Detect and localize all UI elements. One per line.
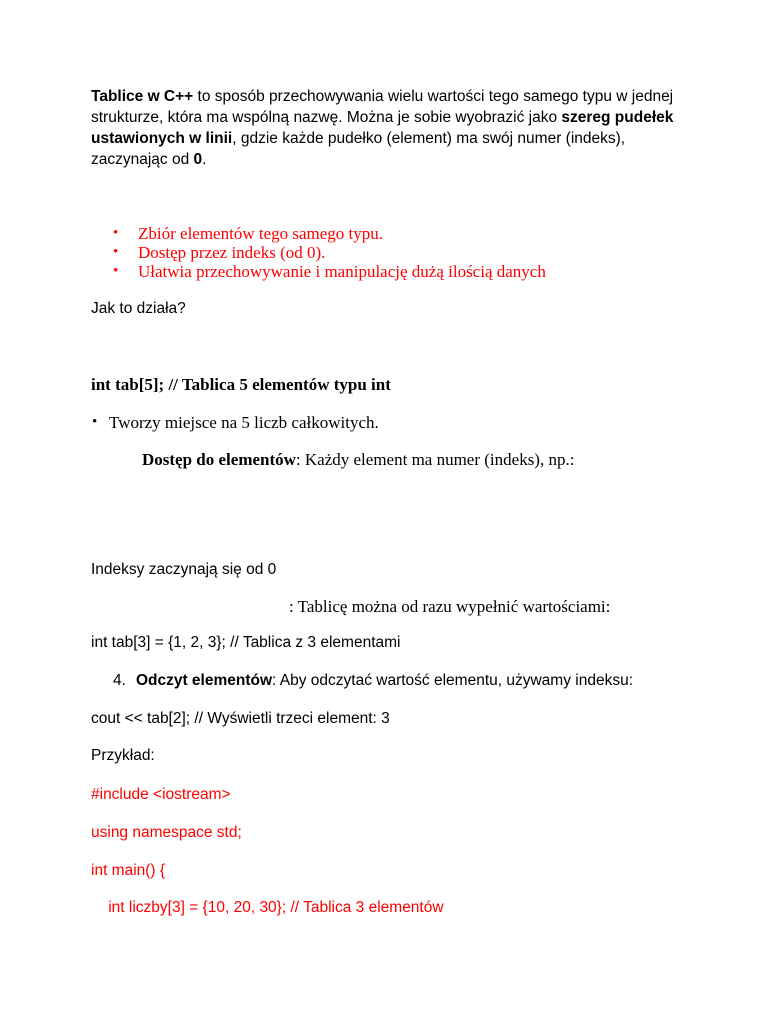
read-code: cout << tab[2]; // Wyświetli trzeci element: 3	[91, 710, 390, 727]
intro-text-3: .	[202, 151, 207, 168]
feature-list	[113, 224, 546, 281]
intro-paragraph	[91, 86, 691, 170]
intro-bold-metaphor: szereg pudełek ustawionych w linii	[91, 109, 674, 147]
access-text: : Każdy element ma numer (indeks), np.:	[295, 450, 575, 469]
intro-bold-zero: 0	[193, 151, 203, 168]
feature-item: • Ułatwia przechowywanie i manipulację dużą ilością danych	[113, 262, 546, 281]
index-note: Indeksy zaczynają się od 0	[91, 561, 277, 578]
read-number: 4.	[113, 672, 126, 689]
access-bold: Dostęp do elementów	[142, 450, 296, 469]
read-bold: Odczyt elementów	[135, 672, 273, 689]
read-text: : Aby odczytać wartość elementu, używamy indeksu:	[272, 672, 633, 689]
bullet-icon: •	[92, 414, 98, 430]
intro-text-2: , gdzie każde pudełko (element) ma swój numer (indeks), zaczynając od	[91, 130, 626, 168]
init-note: : Tablicę można od razu wypełnić wartościami:	[289, 597, 611, 616]
example-code-line: using namespace std;	[91, 824, 242, 841]
how-it-works-heading: Jak to działa?	[91, 300, 186, 317]
intro-bold-title: Tablice w C++	[91, 88, 194, 105]
example-label: Przykład:	[91, 747, 155, 764]
declaration-note: Tworzy miejsce na 5 liczb całkowitych.	[109, 413, 379, 432]
feature-item: • Zbiór elementów tego samego typu.	[113, 224, 546, 243]
declaration-comment: // Tablica 5 elementów typu int	[164, 375, 391, 394]
feature-item: • Dostęp przez indeks (od 0).	[113, 243, 546, 262]
init-code: int tab[3] = {1, 2, 3}; // Tablica z 3 elementami	[91, 634, 401, 651]
intro-text-1: to sposób przechowywania wielu wartości tego samego typu w jednej strukturze, która ma wspólną nazwę. Można je sobie wyobrazić jako	[91, 88, 674, 126]
declaration-code: int tab[5];	[91, 375, 165, 394]
declaration-line	[91, 375, 391, 395]
example-code-line: int liczby[3] = {10, 20, 30}; // Tablica 3 elementów	[91, 899, 444, 916]
example-code-line: int main() {	[91, 862, 166, 879]
access-line	[142, 450, 574, 470]
read-line	[113, 672, 633, 690]
example-code-line: #include <iostream>	[91, 786, 231, 803]
